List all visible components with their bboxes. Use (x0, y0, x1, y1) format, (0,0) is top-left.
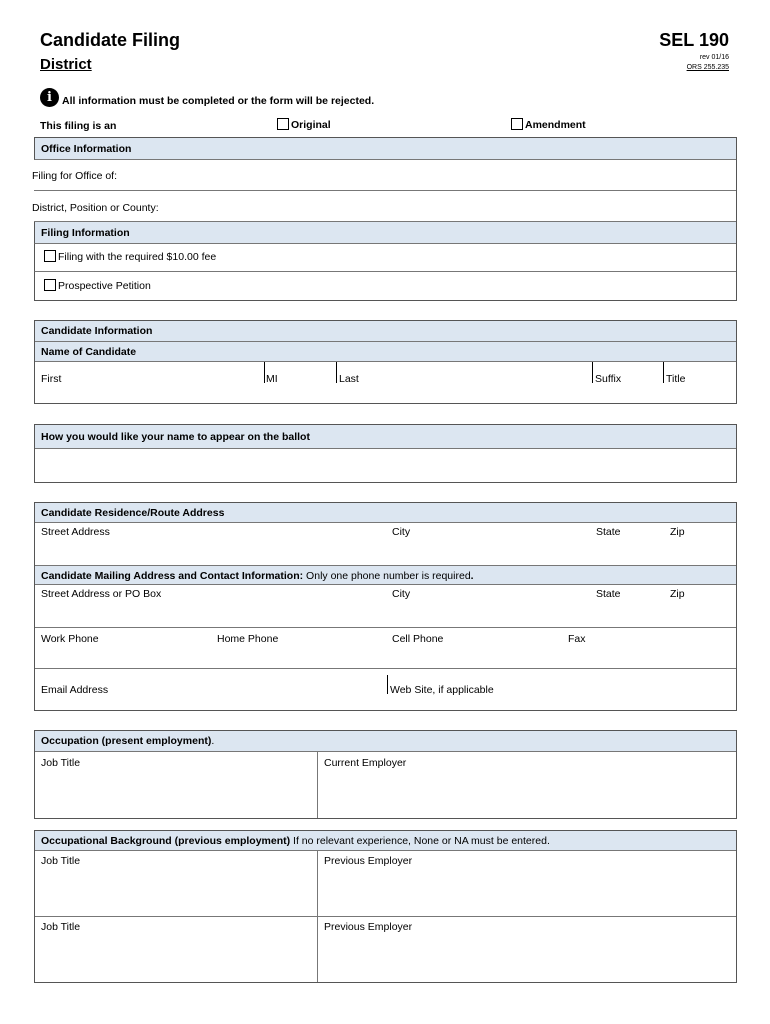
background-job-title-label-1: Job Title (41, 855, 81, 867)
filing-info-header: Filing Information (34, 222, 736, 244)
office-filing-section (34, 137, 737, 301)
notice (40, 88, 374, 107)
last-name-field[interactable]: Last (339, 373, 359, 385)
office-info-header: Office Information (34, 138, 736, 160)
work-phone-label: Work Phone (41, 633, 99, 645)
occupation-header: Occupation (present employment). (35, 731, 736, 752)
background-row-2[interactable] (35, 917, 736, 982)
petition-checkbox[interactable] (44, 279, 56, 291)
original-option[interactable]: Original (277, 118, 331, 131)
ballot-name-input[interactable] (35, 449, 736, 482)
fee-option-row[interactable] (34, 244, 736, 272)
form-subtitle: District (40, 56, 92, 73)
filing-for-office-label: Filing for Office of: (32, 170, 118, 182)
candidate-info-header: Candidate Information (35, 321, 736, 342)
residence-zip-label: Zip (670, 526, 685, 538)
mailing-header: Candidate Mailing Address and Contact Information: Only one phone number is required. (35, 565, 736, 585)
suffix-field[interactable]: Suffix (595, 373, 622, 385)
ballot-name-header: How you would like your name to appear on the ballot (35, 425, 736, 449)
filing-type-label: This filing is an (40, 120, 117, 132)
residence-state-label: State (596, 526, 621, 538)
occupation-row[interactable] (35, 752, 736, 818)
home-phone-label: Home Phone (217, 633, 279, 645)
filing-for-office-field[interactable] (34, 160, 736, 191)
statute-reference: ORS 255.235 (686, 64, 729, 71)
mailing-zip-label: Zip (670, 588, 685, 600)
background-row-1[interactable] (35, 851, 736, 917)
fee-option[interactable]: Filing with the required $10.00 fee (44, 250, 216, 263)
info-icon: i (40, 88, 59, 107)
residence-city-label: City (392, 526, 411, 538)
occupation-section (34, 730, 737, 819)
mailing-state-label: State (596, 588, 621, 600)
occupation-job-title-label: Job Title (41, 757, 81, 769)
mailing-street-label: Street Address or PO Box (41, 588, 162, 600)
petition-option-row[interactable] (34, 272, 736, 300)
district-position-label: District, Position or County: (32, 202, 159, 214)
notice-text: All information must be completed or the form will be rejected. (62, 95, 375, 107)
name-of-candidate-header: Name of Candidate (35, 342, 736, 362)
mailing-city-label: City (392, 588, 411, 600)
residence-header: Candidate Residence/Route Address (35, 503, 736, 523)
district-position-field[interactable] (34, 191, 736, 222)
first-name-field[interactable]: First (41, 373, 62, 385)
residence-street-label: Street Address (41, 526, 110, 538)
fax-label: Fax (568, 633, 586, 645)
cell-phone-label: Cell Phone (392, 633, 444, 645)
amendment-option[interactable]: Amendment (511, 118, 586, 131)
ballot-name-section (34, 424, 737, 483)
revision-label: rev 01/16 (699, 54, 729, 61)
address-section (34, 502, 737, 711)
amendment-checkbox[interactable] (511, 118, 523, 130)
mi-field[interactable]: MI (266, 373, 278, 385)
previous-employer-label-2: Previous Employer (324, 921, 413, 933)
background-header: Occupational Background (previous employment) If no relevant experience, None or NA must be entered. (35, 831, 736, 851)
residence-address-row[interactable] (35, 523, 736, 565)
candidate-info-section (34, 320, 737, 404)
current-employer-label: Current Employer (324, 757, 407, 769)
website-label: Web Site, if applicable (390, 684, 494, 696)
title-field[interactable]: Title (666, 373, 686, 385)
phone-row[interactable] (35, 627, 736, 669)
original-checkbox[interactable] (277, 118, 289, 130)
previous-employer-label-1: Previous Employer (324, 855, 413, 867)
email-row[interactable] (35, 669, 736, 710)
background-section (34, 830, 737, 983)
form-number: SEL 190 (659, 30, 729, 50)
petition-option[interactable]: Prospective Petition (44, 279, 151, 292)
background-job-title-label-2: Job Title (41, 921, 81, 933)
fee-checkbox[interactable] (44, 250, 56, 262)
email-label: Email Address (41, 684, 109, 696)
candidate-name-row (35, 362, 736, 403)
mailing-address-row[interactable] (35, 585, 736, 627)
form-title: Candidate Filing (40, 30, 181, 50)
